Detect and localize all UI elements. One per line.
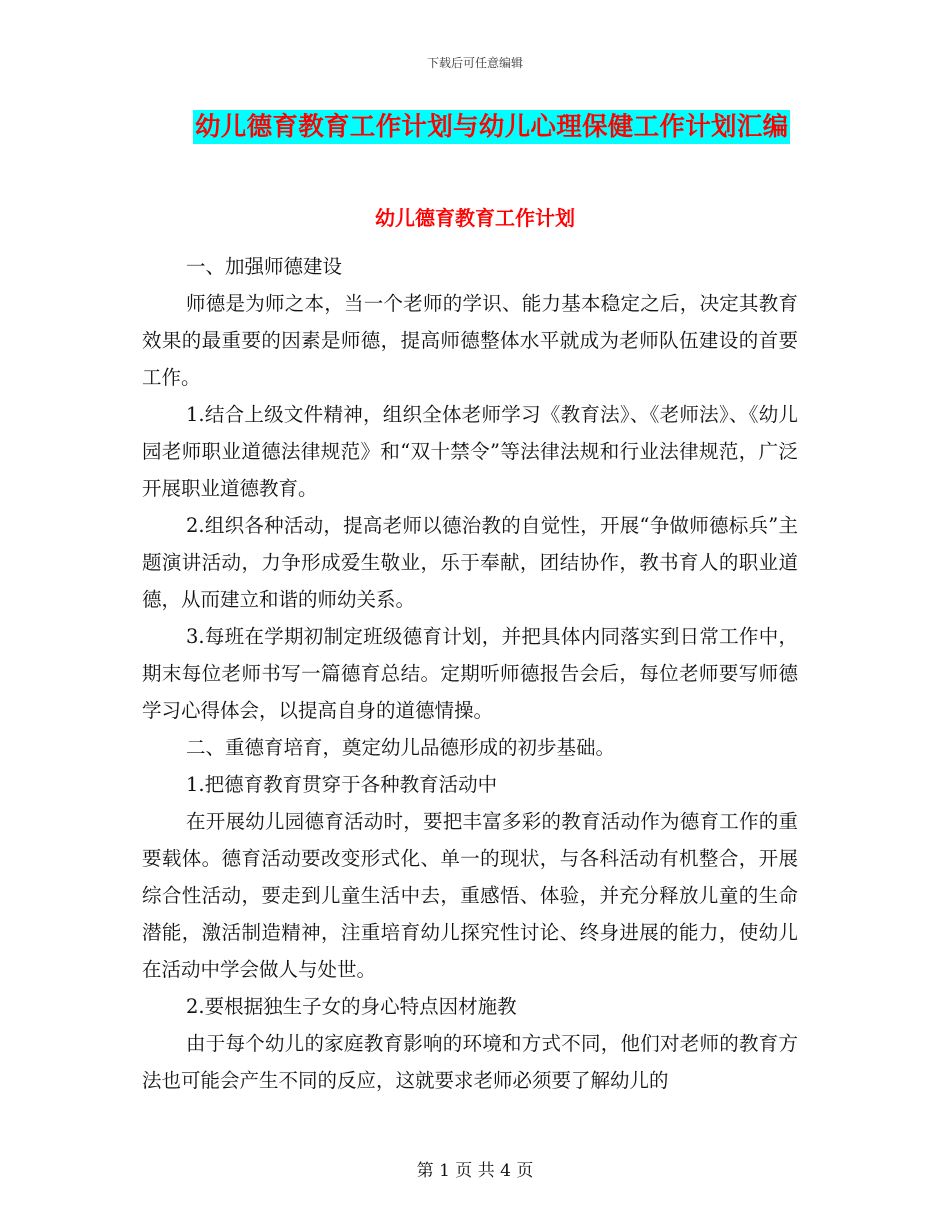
paragraph-heading-1: 一、加强师德建设 <box>186 255 343 278</box>
paragraph: 2.组织各种活动，提高老师以德治教的自觉性，开展“争做师德标兵”主题演讲活动，力争形成爱生敬业，乐于奉献，团结协作，教书育人的职业道德，从而建立和谐的师幼关系。 <box>142 514 798 611</box>
paragraph: 1.结合上级文件精神，组织全体老师学习《教育法》、《老师法》、《幼儿园老师职业道德法律规范》和“双十禁令”等法律法规和行业法律规范，广泛开展职业道德教育。 <box>142 403 798 500</box>
document-title: 幼儿德育教育工作计划与幼儿心理保健工作计划汇编 <box>195 112 789 142</box>
page-header-note: 下载后可任意编辑 <box>426 56 523 70</box>
paragraph: 在开展幼儿园德育活动时，要把丰富多彩的教育活动作为德育工作的重要载体。德育活动要改变形式化、单一的现状，与各科活动有机整合，开展综合性活动，要走到儿童生活中去，重感悟、体验，并充分释放儿童的生命潜能，激活制造精神，注重培育幼儿探究性讨论、终身进展的能力，使幼儿在活动中学会做人与处世。 <box>142 810 798 981</box>
paragraph-subheading: 2.要根据独生子女的身心特点因材施教 <box>186 995 517 1018</box>
document-body <box>142 248 798 1099</box>
paragraph: 3.每班在学期初制定班级德育计划，并把具体内同落实到日常工作中，期末每位老师书写一篇德育总结。定期听师德报告会后，每位老师要写师德学习心得体会，以提高自身的道德情操。 <box>142 625 798 722</box>
page-number: 第 1 页 共 4 页 <box>416 1161 534 1181</box>
paragraph-subheading: 1.把德育教育贯穿于各种教育活动中 <box>186 773 498 796</box>
paragraph: 师德是为师之本，当一个老师的学识、能力基本稳定之后，决定其教育效果的最重要的因素是师德，提高师德整体水平就成为老师队伍建设的首要工作。 <box>142 292 798 389</box>
paragraph: 由于每个幼儿的家庭教育影响的环境和方式不同，他们对老师的教育方法也可能会产生不同的反应，这就要求老师必须要了解幼儿的 <box>142 1032 798 1092</box>
paragraph-heading-2: 二、重德育培育，奠定幼儿品德形成的初步基础。 <box>186 736 616 759</box>
section-title: 幼儿德育教育工作计划 <box>375 206 575 230</box>
